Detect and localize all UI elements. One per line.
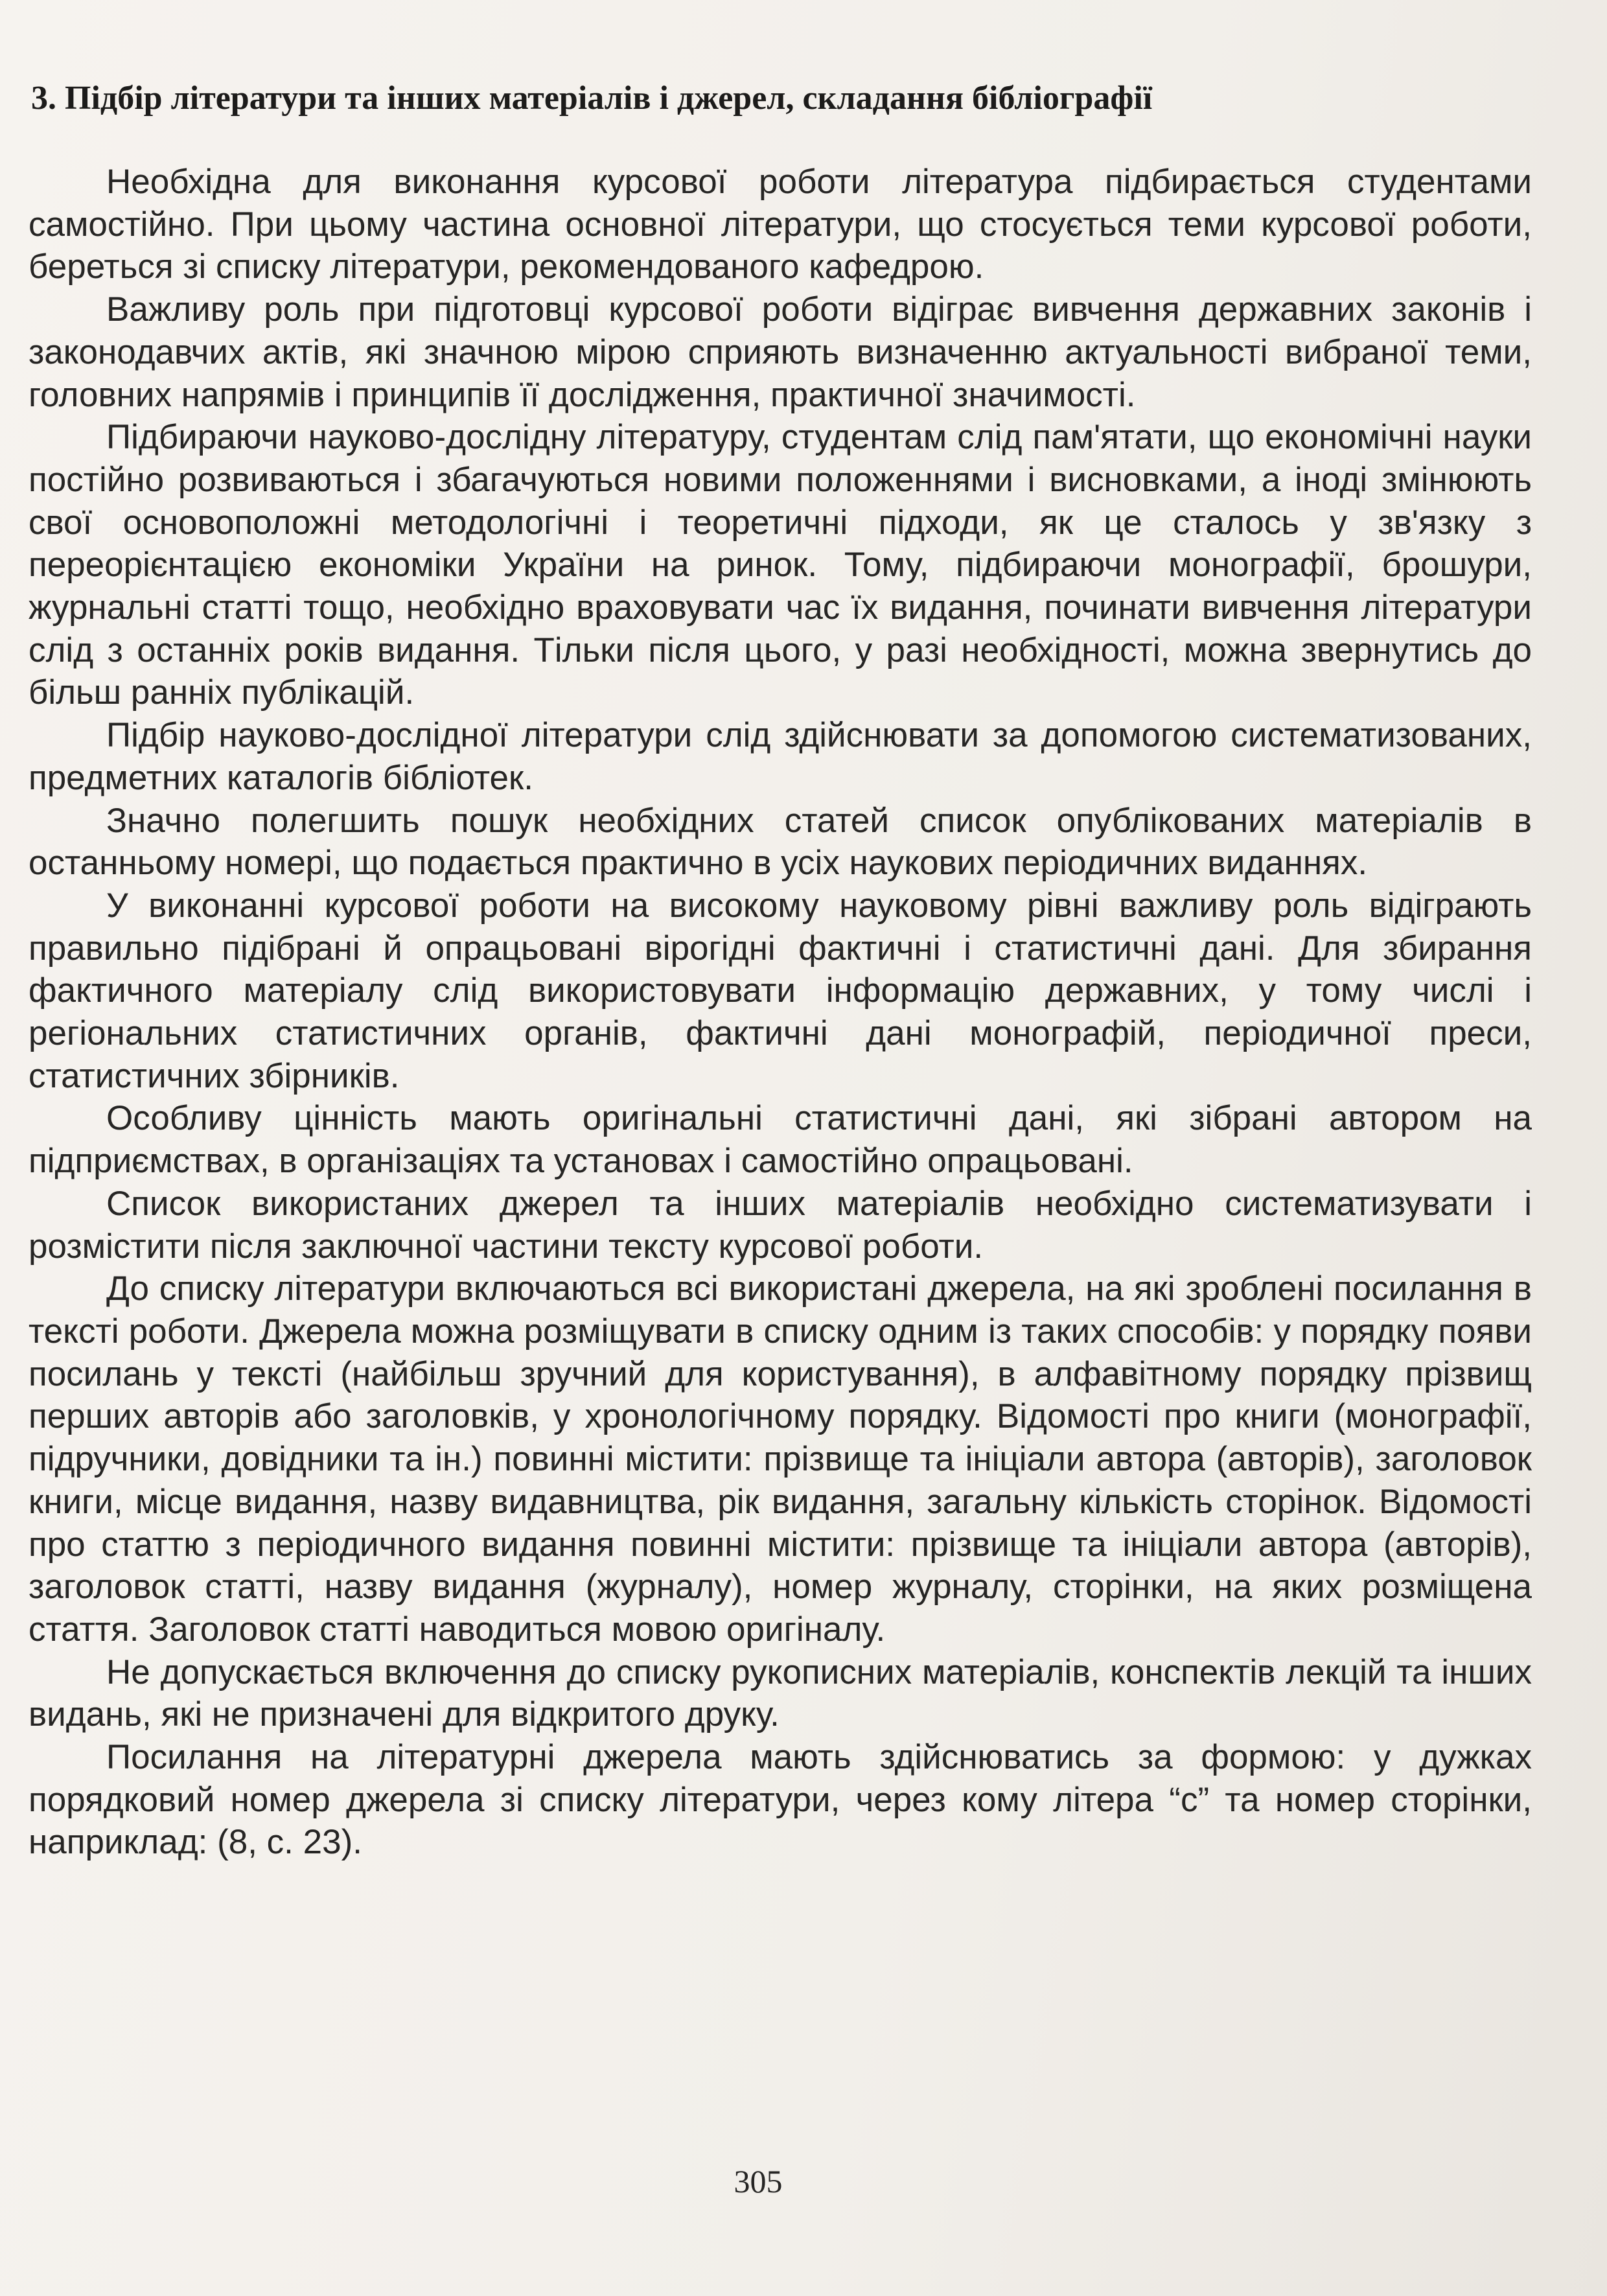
paragraph: До списку літератури включаються всі використані джерела, на які зроблені посилання в тексті роботи. Джерела можна розміщувати в списку одним із таких способів: у порядку появи посилань у тексті (найбільш зручний для користування), в алфавітному порядку прізвищ перших авторів або заголовків, у хронологічному порядку. Відомості про книги (монографії, підручники, довідники та ін.) повинні містити: прізвище та ініціали автора (авторів), заголовок книги, місце видання, назву видавництва, рік видання, загальну кількість сторінок. Відомості про статтю з періодичного видання повинні містити: прізвище та ініціали автора (авторів), заголовок статті, назву видання (журналу), номер журналу, сторінки, на яких розміщена стаття. Заголовок статті наводиться мовою оригіналу.: [29, 1270, 1532, 1649]
paragraph: У виконанні курсової роботи на високому науковому рівні важливу роль відіграють правильно підібрані й опрацьовані вірогідні фактичні і статистичні дані. Для збирання фактичного матеріалу слід використовувати інформацію державних, у тому числі і регіональних статистичних органів, фактичні дані монографій, періодичної преси, статистичних збірників.: [29, 886, 1532, 1095]
page-number: 305: [734, 2163, 783, 2199]
paragraph: Не допускається включення до списку рукописних матеріалів, конспектів лекцій та інших видань, які не призначені для відкритого друку.: [29, 1652, 1532, 1734]
paragraph: Необхідна для виконання курсової роботи література підбирається студентами самостійно. При цьому частина основної літератури, що стосується теми курсової роботи, береться зі списку літератури, рекомендованого кафедрою.: [29, 163, 1532, 286]
paragraph: Посилання на літературні джерела мають здійснюватись за формою: у дужках порядковий номер джерела зі списку літератури, через кому літера “с” та номер сторінки, наприклад: (8, с. 23).: [29, 1738, 1532, 1862]
paragraph: Важливу роль при підготовці курсової роботи відіграє вивчення державних законів і законодавчих актів, які значною мірою сприяють визначенню актуальності вибраної теми, головних напрямів і принципів її дослідження, практичної значимості.: [29, 290, 1532, 414]
paragraph: Підбір науково-дослідної літератури слід здійснювати за допомогою систематизованих, предметних каталогів бібліотек.: [29, 716, 1532, 797]
section-heading: 3. Підбір літератури та інших матеріалів і джерел, складання бібліографії: [31, 80, 1153, 117]
body-text: [29, 161, 1532, 1864]
paragraph: Список використаних джерел та інших матеріалів необхідно систематизувати і розмістити після заключної частини тексту курсової роботи.: [29, 1184, 1532, 1266]
paragraph: Значно полегшить пошук необхідних статей список опублікованих матеріалів в останньому номері, що подається практично в усіх наукових періодичних виданнях.: [29, 801, 1532, 883]
paragraph: Підбираючи науково-дослідну літературу, студентам слід пам'ятати, що економічні науки постійно розвиваються і збагачуються новими положеннями і висновками, а іноді змінюють свої основоположні методологічні і теоретичні підходи, як це сталось у зв'язку з переорієнтацією економіки України на ринок. Тому, підбираючи монографії, брошури, журнальні статті тощо, необхідно враховувати час їх видання, починати вивчення літератури слід з останніх років видання. Тільки після цього, у разі необхідності, можна звернутись до більш ранніх публікацій.: [29, 418, 1532, 712]
paragraph: Особливу цінність мають оригінальні статистичні дані, які зібрані автором на підприємствах, в організаціях та установах і самостійно опрацьовані.: [29, 1099, 1532, 1181]
